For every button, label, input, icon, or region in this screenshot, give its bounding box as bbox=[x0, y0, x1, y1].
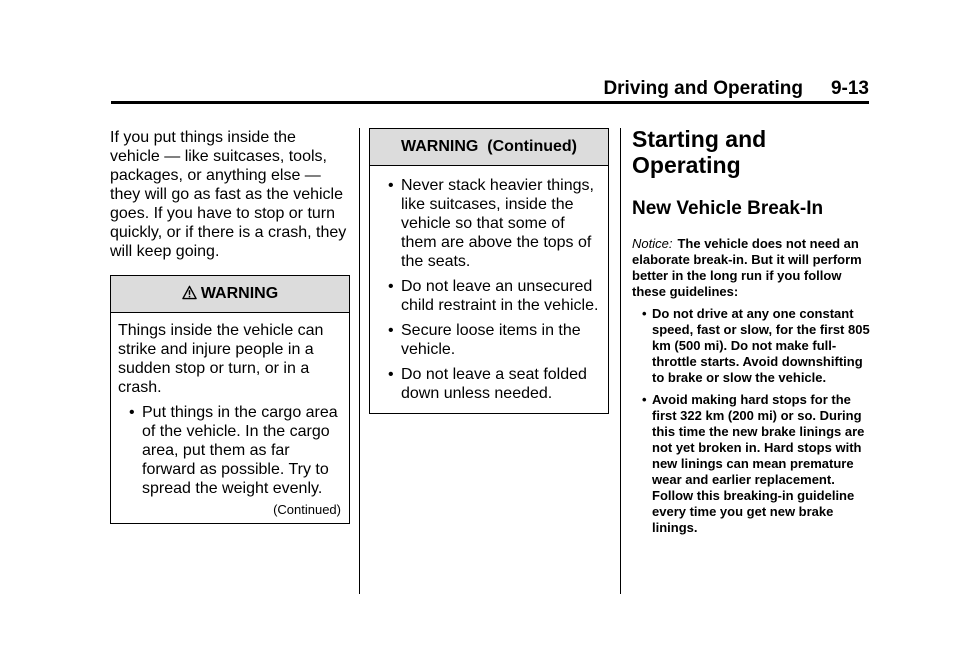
warning-intro: Things inside the vehicle can strike and injure people in a sudden stop or turn, or in a crash. bbox=[118, 322, 324, 396]
header-rule bbox=[111, 101, 869, 104]
break-in-bullet: • Do not drive at any one constant speed, fast or slow, for the first 805 km (500 mi). Do not make full-throttle starts. Avoid downshifting to brake or slow the vehicle. bbox=[632, 306, 870, 386]
warning-box bbox=[110, 275, 350, 524]
notice-text: The vehicle does not need an elaborate break-in. But it will perform better in the long run if you follow these guidelines: bbox=[632, 236, 862, 299]
section-title: Driving and Operating bbox=[603, 78, 803, 99]
warning-body bbox=[111, 313, 349, 523]
warning-heading-text: WARNING bbox=[200, 285, 279, 302]
warning-bullet: • Never stack heavier things, like suitcases, inside the vehicle so that some of them are above the tops of the seats. bbox=[377, 176, 600, 271]
warning-bullet: • Do not leave a seat folded down unless needed. bbox=[377, 365, 600, 403]
page-header bbox=[0, 78, 869, 100]
warning-continued-box bbox=[369, 128, 609, 414]
warning-heading bbox=[111, 276, 349, 313]
warning-continued-body bbox=[370, 166, 608, 413]
warning-bullet-list bbox=[118, 403, 341, 498]
notice-label: Notice: bbox=[632, 236, 673, 251]
warning-continued-heading: WARNING (Continued) bbox=[370, 129, 608, 166]
continued-label: (Continued) bbox=[273, 502, 341, 517]
section-heading: Starting and Operating bbox=[632, 126, 767, 178]
warning-bullet: • Do not leave an unsecured child restraint in the vehicle. bbox=[377, 277, 600, 315]
page-number: 9-13 bbox=[830, 78, 869, 99]
warning-triangle-icon bbox=[182, 285, 197, 300]
warning-bullet: • Secure loose items in the vehicle. bbox=[377, 321, 600, 359]
column-1 bbox=[110, 128, 350, 524]
intro-paragraph: If you put things inside the vehicle — like suitcases, tools, packages, or anything else — they will go as fast as the vehicle goes. If you have to stop or turn quickly, or if there is a crash, they will keep going. bbox=[110, 129, 347, 260]
break-in-bullet: • Avoid making hard stops for the first 322 km (200 mi) or so. During this time the new brake linings are not yet broken in. Hard stops with new linings can mean premature wear and earlier replacement. Follow this breaking-in guideline every time you get new brake linings. bbox=[632, 392, 870, 536]
column-divider-left bbox=[359, 128, 360, 594]
column-3 bbox=[632, 126, 870, 536]
column-2 bbox=[369, 128, 609, 414]
warning-bullet: • Put things in the cargo area of the vehicle. In the cargo area, put them as far forward as possible. Try to spread the weight evenly. bbox=[118, 403, 341, 498]
subsection-heading: New Vehicle Break-In bbox=[632, 198, 824, 219]
notice-paragraph bbox=[632, 236, 870, 300]
warning-continued-bullet-list bbox=[377, 176, 600, 403]
break-in-bullet-list bbox=[632, 306, 870, 536]
column-divider-right bbox=[620, 128, 621, 594]
